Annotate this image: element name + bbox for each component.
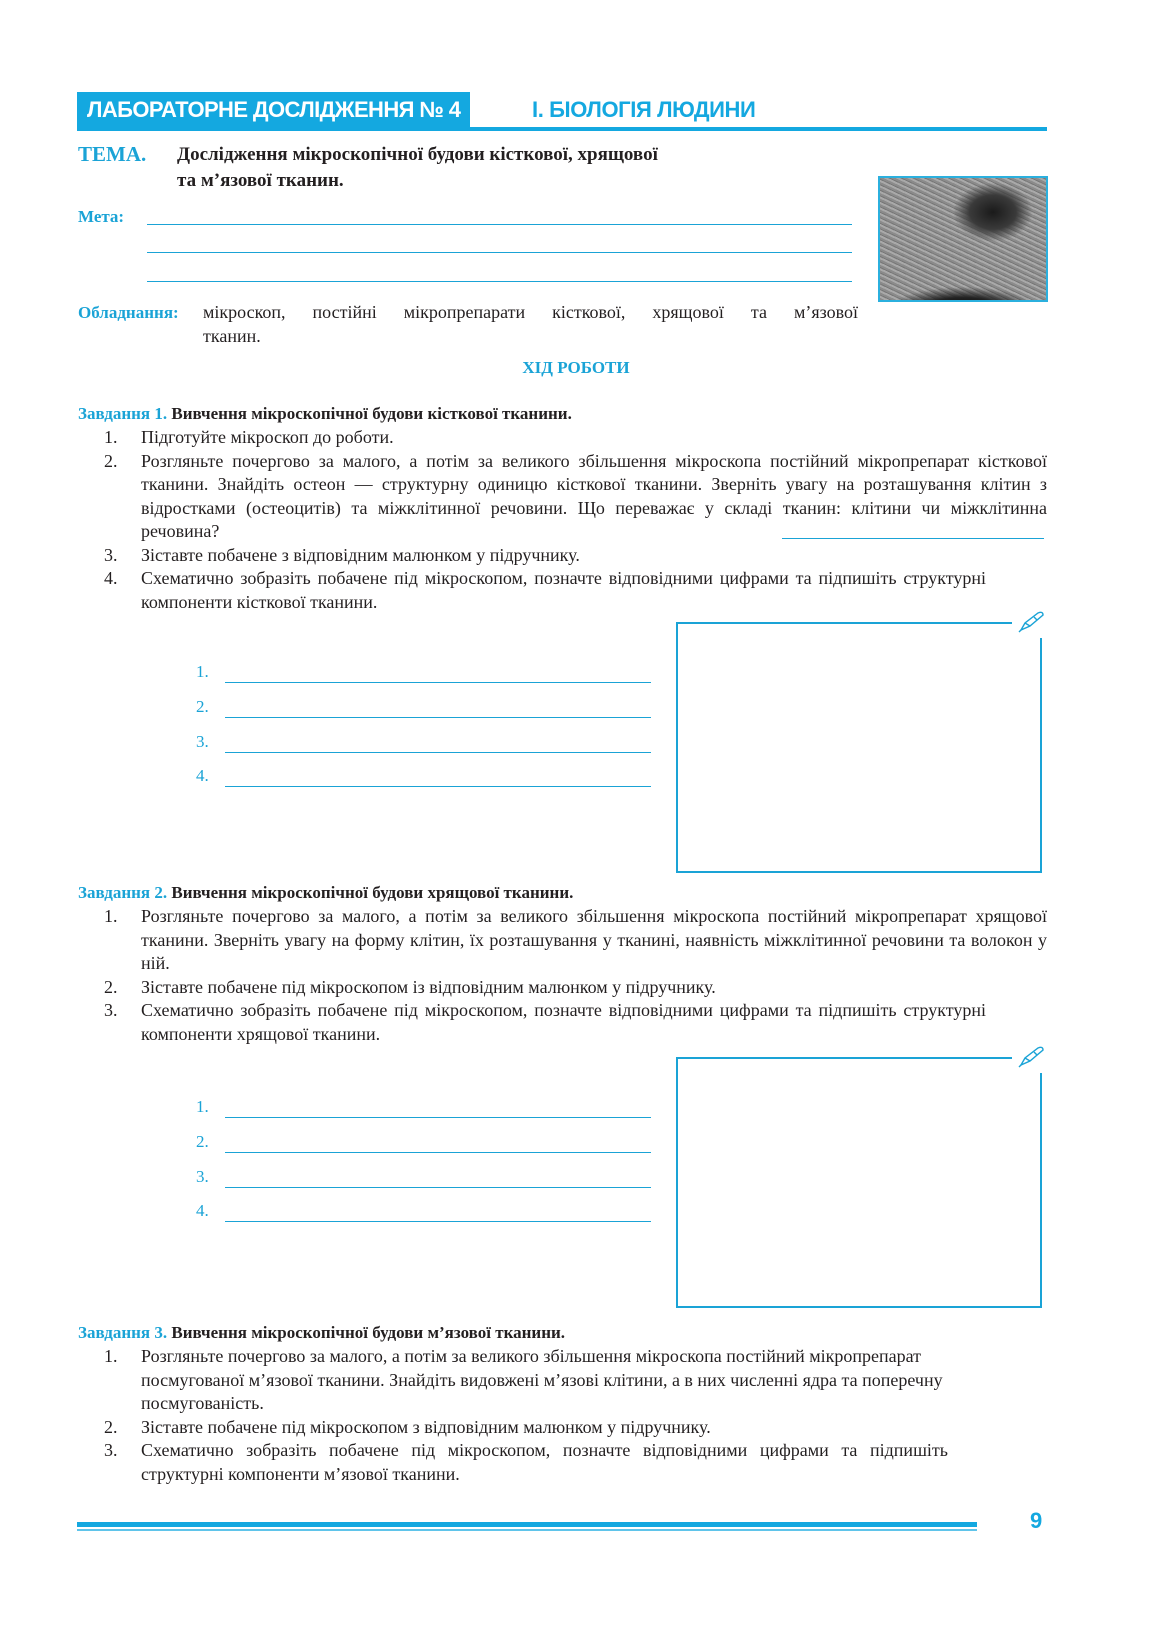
task-2-step-3: 3. Схематично зобразіть побачене під мікроскопом, позначте відповідними цифрами та підпишіть структурні компоненти хрящової тканини. — [104, 1000, 986, 1044]
task-1-label: Завдання 1. — [78, 404, 168, 423]
equipment-line-1: мікроскоп, постійні мікропрепарати кісткової, хрящової та м’язової — [203, 302, 858, 322]
task-1-drawing-area[interactable] — [676, 622, 1042, 873]
task-2-title: Вивчення мікроскопічної будови хрящової тканини. — [171, 883, 574, 902]
topic-line-2: та м’язової тканин. — [177, 170, 344, 191]
task-1-label-line-1[interactable] — [225, 682, 651, 683]
task-1-step-3: 3. Зіставте побачене з відповідним малюнком у підручнику. — [104, 544, 580, 565]
goal-answer-line-3[interactable] — [147, 281, 852, 282]
task-2-step-1: 1. Розгляньте почергово за малого, а потім за великого збільшення мікроскопа постійний мікропрепарат хрящової тканини. Зверніть увагу на форму клітин, їх розташування у тканині, наявність міжклітинної речовини та волокон у ній. — [104, 906, 1047, 973]
task-3-label: Завдання 3. — [78, 1323, 168, 1342]
task-1-label-line-4[interactable] — [225, 786, 651, 787]
task-1-label-line-2[interactable] — [225, 717, 651, 718]
task-3-step-1: 1. Розгляньте почергово за малого, а потім за великого збільшення мікроскопа постійний мікропрепарат посмугованої м’язової тканини. Знайдіть видовжені м’язові клітини, а в них численні ядра та поперечну посмугованість. — [104, 1346, 943, 1413]
goal-label: Мета: — [78, 207, 125, 226]
topic-line-1: Дослідження мікроскопічної будови кісткової, хрящової — [177, 144, 658, 165]
topic-label: ТЕМА. — [78, 142, 147, 166]
task-1-label-line-3[interactable] — [225, 752, 651, 753]
task-2-drawing-area[interactable] — [676, 1057, 1042, 1308]
pen-icon — [1016, 610, 1046, 634]
lab-title-banner: ЛАБОРАТОРНЕ ДОСЛІДЖЕННЯ № 4 — [77, 92, 470, 127]
bone-tissue-photo — [878, 176, 1048, 302]
task-1-step-4: 4. Схематично зобразіть побачене під мікроскопом, позначте відповідними цифрами та підпишіть структурні компоненти кісткової тканини. — [104, 568, 986, 612]
header-rule — [77, 127, 1047, 131]
task-2-label-line-1[interactable] — [225, 1117, 651, 1118]
task-2-label-list: 1. 2. 3. 4. — [196, 1097, 209, 1220]
task-1-steps — [104, 426, 1047, 614]
task-2-label-line-4[interactable] — [225, 1221, 651, 1222]
task-1-heading — [78, 404, 572, 424]
footer-rule-thin — [77, 1529, 977, 1531]
section-title: І. БІОЛОГІЯ ЛЮДИНИ — [532, 97, 756, 122]
task-3-steps — [104, 1345, 1009, 1486]
task-2-heading — [78, 883, 573, 903]
goal-answer-line-2[interactable] — [147, 252, 852, 253]
equipment-label: Обладнання: — [78, 303, 179, 322]
task-2-steps — [104, 905, 1047, 1046]
task-3-heading — [78, 1323, 565, 1343]
pen-icon — [1016, 1045, 1046, 1069]
equipment-text — [203, 301, 858, 348]
topic-text — [177, 142, 797, 194]
task-2-label-line-3[interactable] — [225, 1187, 651, 1188]
task-3-step-3: 3. Схематично зобразіть побачене під мікроскопом, позначте відповідними цифрами та підпишіть структурні компоненти м’язової тканини. — [104, 1440, 948, 1484]
footer-rule — [77, 1522, 977, 1527]
page-number: 9 — [1030, 1508, 1043, 1533]
task-2-step-2: 2. Зіставте побачене під мікроскопом із відповідним малюнком у підручнику. — [104, 976, 716, 997]
procedure-heading: ХІД РОБОТИ — [522, 358, 630, 377]
task-1-title: Вивчення мікроскопічної будови кісткової тканини. — [171, 404, 572, 423]
task-3-title: Вивчення мікроскопічної будови м’язової тканини. — [171, 1323, 566, 1342]
task-2-label-line-2[interactable] — [225, 1152, 651, 1153]
task-3-step-2: 2. Зіставте побачене під мікроскопом з відповідним малюнком у підручнику. — [104, 1416, 711, 1437]
task-1-question-answer-line[interactable] — [782, 538, 1044, 539]
goal-answer-line-1[interactable] — [147, 224, 852, 225]
equipment-line-2: тканин. — [203, 325, 261, 346]
task-1-step-1: 1. Підготуйте мікроскоп до роботи. — [104, 427, 394, 447]
task-2-label: Завдання 2. — [78, 883, 168, 902]
task-1-label-list: 1. 2. 3. 4. — [196, 662, 209, 785]
task-1-step-2: 2. Розгляньте почергово за малого, а потім за великого збільшення мікроскопа постійний мікропрепарат кісткової тканини. Знайдіть остеон — структурну одиницю кісткової тканини. Зверніть увагу на розташування клітин з відростками (остеоцитів) та міжклітинної речовини. Що переважає у складі тканин: клітини чи міжклітинна речовина? — [104, 450, 1047, 541]
